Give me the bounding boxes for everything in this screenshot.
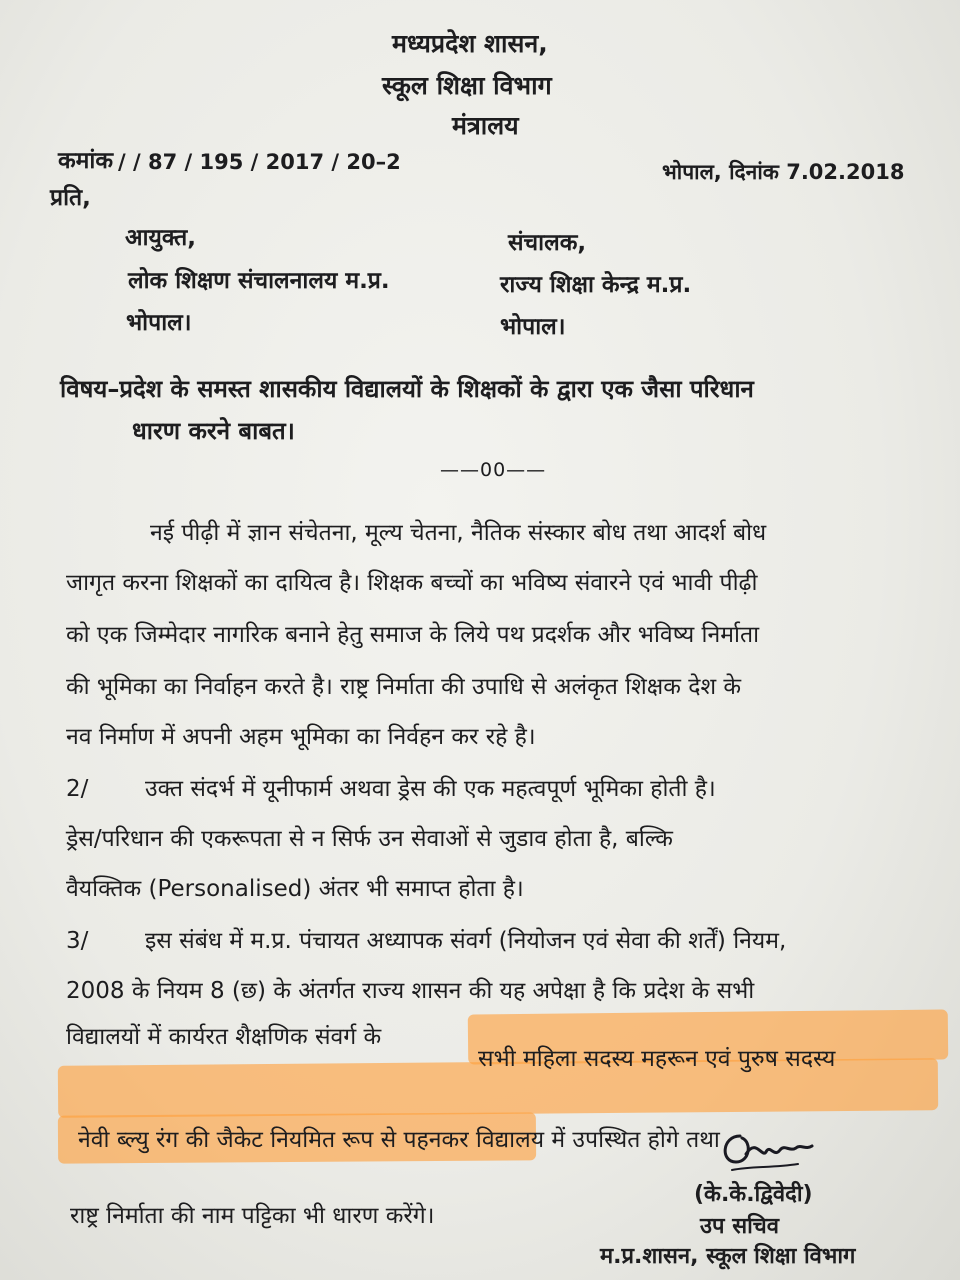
para3-number: 3/ (66, 928, 89, 954)
signatory-name: (के.के.द्विवेदी) (694, 1182, 813, 1207)
ref-label: कमांक (58, 148, 114, 174)
header-line-3: मंत्रालय (452, 111, 519, 140)
para3-line-3a: विद्यालयों में कार्यरत शैक्षणिक संवर्ग के (66, 1024, 382, 1050)
prati-label: प्रति, (50, 185, 91, 211)
para2-number: 2/ (66, 776, 89, 802)
para1-line-1: नई पीढ़ी में ज्ञान संचेतना, मूल्य चेतना, नैतिक संस्कार बोध तथा आदर्श बोध (150, 520, 767, 546)
para2-line-3: वैयक्तिक (Personalised) अंतर भी समाप्त होता है। (66, 876, 524, 902)
para2-line-1: उक्त संदर्भ में यूनीफार्म अथवा ड्रेस की एक महत्वपूर्ण भूमिका होती है। (145, 776, 716, 802)
subject-line-2: धारण करने बाबत। (132, 417, 295, 445)
separator: ——00—— (440, 459, 547, 481)
para1-line-3: को एक जिम्मेदार नागरिक बनाने हेतु समाज के लिये पथ प्रदर्शक और भविष्य निर्माता (66, 622, 760, 648)
signatory-designation: उप सचिव (700, 1214, 779, 1239)
para3-line-3b-highlighted: सभी महिला सदस्य महरून एवं पुरुष सदस्य (478, 1046, 836, 1073)
addressee-right-1: संचालक, (508, 230, 587, 256)
addressee-left-3: भोपाल। (126, 310, 192, 336)
addressee-right-3: भोपाल। (500, 314, 566, 340)
addressee-left-1: आयुक्त, (125, 225, 197, 251)
para1-line-5: नव निर्माण में अपनी अहम भूमिका का निर्वहन कर रहे है। (66, 724, 536, 750)
para2-line-2: ड्रेस/परिधान की एकरूपता से न सिर्फ उन सेवाओं से जुडाव होता है, बल्कि (66, 826, 673, 852)
addressee-left-2: लोक शिक्षण संचालनालय म.प्र. (128, 268, 390, 294)
addressee-right-2: राज्य शिक्षा केन्द्र म.प्र. (500, 272, 692, 298)
subject-line-1: विषय–प्रदेश के समस्त शासकीय विद्यालयों के शिक्षकों के द्वारा एक जैसा परिधान (60, 375, 754, 403)
para3-line-5-highlighted: राष्ट्र निर्माता की नाम पट्टिका भी धारण करेंगे। (70, 1203, 435, 1230)
para3-line-1: इस संबंध में म.प्र. पंचायत अध्यापक संवर्ग (नियोजन एवं सेवा की शर्तें) नियम, (145, 928, 787, 954)
ref-number: / / 87 / 195 / 2017 / 20–2 (118, 150, 401, 174)
para3-line-4-highlighted: नेवी ब्ल्यु रंग की जैकेट नियमित रूप से पहनकर विद्यालय में उपस्थित होगे तथा (78, 1126, 720, 1153)
para1-line-2: जागृत करना शिक्षकों का दायित्व है। शिक्षक बच्चों का भविष्य संवारने एवं भावी पीढ़ी (66, 570, 758, 596)
header-line-2: स्कूल शिक्षा विभाग (382, 71, 552, 100)
signatory-office: म.प्र.शासन, स्कूल शिक्षा विभाग (600, 1244, 856, 1269)
header-line-1: मध्यप्रदेश शासन, (392, 29, 548, 58)
place-date: भोपाल, दिनांक 7.02.2018 (662, 160, 905, 184)
para3-line-2: 2008 के नियम 8 (छ) के अंतर्गत राज्य शासन की यह अपेक्षा है कि प्रदेश के सभी (66, 978, 755, 1004)
para1-line-4: की भूमिका का निर्वाहन करते है। राष्ट्र निर्माता की उपाधि से अलंकृत शिक्षक देश के (66, 674, 742, 700)
